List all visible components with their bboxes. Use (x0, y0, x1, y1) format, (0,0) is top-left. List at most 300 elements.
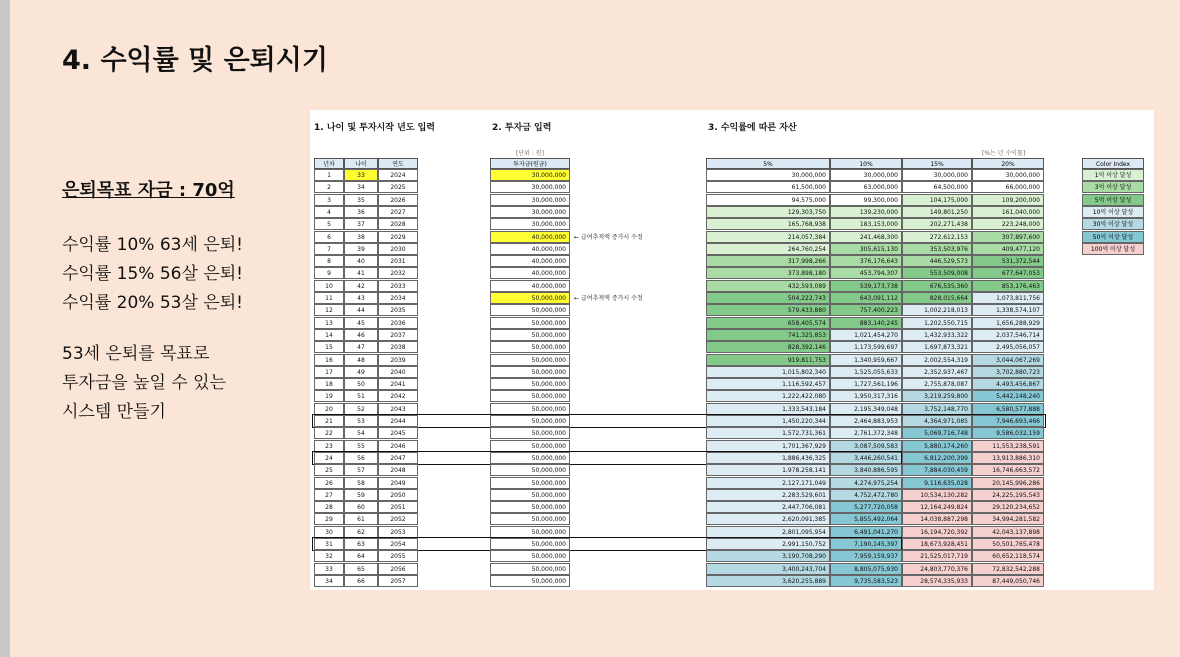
cell-asset-value: 2,801,095,954 (706, 526, 830, 538)
cell-year: 2051 (378, 501, 418, 513)
cell-year: 2044 (378, 415, 418, 427)
cell-age: 35 (344, 194, 378, 206)
cell-year-no: 23 (314, 440, 344, 452)
legend-item: 100억 이상 달성 (1082, 243, 1144, 255)
cell-asset-value: 9,116,635,028 (902, 477, 972, 489)
cell-age: 42 (344, 280, 378, 292)
cell-asset-value: 883,140,245 (830, 317, 902, 329)
cell-age: 57 (344, 464, 378, 476)
cell-asset-value: 264,760,254 (706, 243, 830, 255)
cell-asset-value: 1,333,543,184 (706, 403, 830, 415)
cell-year-no: 8 (314, 255, 344, 267)
cell-invest: 30,000,000 (490, 206, 570, 218)
cell-age: 33 (344, 169, 378, 181)
cell-asset-value: 16,194,720,392 (902, 526, 972, 538)
cell-asset-value: 3,752,148,770 (902, 403, 972, 415)
cell-year: 2034 (378, 292, 418, 304)
cell-year-no: 34 (314, 575, 344, 587)
cell-year: 2050 (378, 489, 418, 501)
cell-asset-value: 741,325,853 (706, 329, 830, 341)
cell-asset-value: 72,832,542,288 (972, 563, 1044, 575)
cell-age: 66 (344, 575, 378, 587)
section-3-title: 3. 수익률에 따른 자산 (708, 123, 797, 133)
cell-asset-value: 64,500,000 (902, 181, 972, 193)
cell-year-no: 1 (314, 169, 344, 181)
cell-year-no: 32 (314, 550, 344, 562)
cell-asset-value: 1,173,599,697 (830, 341, 902, 353)
cell-asset-value: 828,015,664 (902, 292, 972, 304)
cell-asset-value: 1,222,422,080 (706, 390, 830, 402)
cell-year: 2042 (378, 390, 418, 402)
cell-asset-value: 853,176,463 (972, 280, 1044, 292)
cell-age: 64 (344, 550, 378, 562)
cell-asset-value: 5,442,148,240 (972, 390, 1044, 402)
cell-year: 2053 (378, 526, 418, 538)
cell-year-no: 18 (314, 378, 344, 390)
cell-asset-value: 2,002,554,319 (902, 354, 972, 366)
cell-year-no: 30 (314, 526, 344, 538)
cell-invest: 50,000,000 (490, 378, 570, 390)
cell-invest: 50,000,000 (490, 329, 570, 341)
slide-title: 4. 수익률 및 은퇴시기 (62, 45, 328, 76)
cell-asset-value: 1,338,574,107 (972, 304, 1044, 316)
cell-invest: 30,000,000 (490, 169, 570, 181)
cell-year: 2045 (378, 427, 418, 439)
cell-year: 2027 (378, 206, 418, 218)
cell-invest: 50,000,000 (490, 354, 570, 366)
plan-line: 시스템 만들기 (62, 402, 166, 422)
cell-asset-value: 7,946,693,466 (972, 415, 1044, 427)
section-2-title: 2. 투자금 입력 (492, 123, 552, 133)
plan-line: 투자금을 높일 수 있는 (62, 373, 227, 393)
cell-asset-value: 305,615,130 (830, 243, 902, 255)
cell-asset-value: 24,803,770,376 (902, 563, 972, 575)
cell-age: 46 (344, 329, 378, 341)
cell-asset-value: 20,145,996,286 (972, 477, 1044, 489)
cell-asset-value: 1,697,873,321 (902, 341, 972, 353)
legend-item: 1억 이상 달성 (1082, 169, 1144, 181)
cell-year: 2048 (378, 464, 418, 476)
cell-asset-value: 6,580,577,888 (972, 403, 1044, 415)
cell-year: 2029 (378, 231, 418, 243)
cell-invest: 50,000,000 (490, 538, 570, 550)
cell-asset-value: 2,991,150,752 (706, 538, 830, 550)
cell-asset-value: 658,405,574 (706, 317, 830, 329)
cell-asset-value: 1,450,220,344 (706, 415, 830, 427)
cell-asset-value: 60,652,118,574 (972, 550, 1044, 562)
cell-year-no: 7 (314, 243, 344, 255)
cell-asset-value: 6,491,041,270 (830, 526, 902, 538)
cell-age: 40 (344, 255, 378, 267)
cell-asset-value: 2,127,171,049 (706, 477, 830, 489)
cell-asset-value: 6,812,200,399 (902, 452, 972, 464)
cell-asset-value: 11,553,238,591 (972, 440, 1044, 452)
cell-invest: 40,000,000 (490, 255, 570, 267)
cell-year-no: 9 (314, 267, 344, 279)
cell-year: 2035 (378, 304, 418, 316)
cell-asset-value: 317,998,266 (706, 255, 830, 267)
cell-asset-value: 1,886,436,325 (706, 452, 830, 464)
left-accent-bar (0, 0, 10, 657)
cell-asset-value: 1,525,055,633 (830, 366, 902, 378)
cell-asset-value: 3,840,886,595 (830, 464, 902, 476)
legend-title: Color Index (1082, 158, 1144, 169)
cell-year: 2032 (378, 267, 418, 279)
cell-asset-value: 61,500,000 (706, 181, 830, 193)
cell-asset-value: 1,202,550,715 (902, 317, 972, 329)
cell-asset-value: 13,913,886,310 (972, 452, 1044, 464)
legend-item: 30억 이상 달성 (1082, 218, 1144, 230)
cell-asset-value: 1,002,218,013 (902, 304, 972, 316)
legend-item: 5억 이상 달성 (1082, 194, 1144, 206)
cell-asset-value: 373,898,180 (706, 267, 830, 279)
header-year-no: 년차 (314, 158, 344, 169)
cell-age: 55 (344, 440, 378, 452)
unit-note: [단위 : 원] (516, 150, 544, 157)
cell-age: 39 (344, 243, 378, 255)
cell-age: 38 (344, 231, 378, 243)
cell-asset-value: 5,855,492,064 (830, 513, 902, 525)
cell-year-no: 2 (314, 181, 344, 193)
cell-asset-value: 3,190,708,290 (706, 550, 830, 562)
memo-note: ← 급여추적액 증가시 수정 (574, 233, 643, 241)
cell-invest: 50,000,000 (490, 563, 570, 575)
retirement-summary (62, 231, 243, 318)
cell-asset-value: 10,534,130,282 (902, 489, 972, 501)
cell-asset-value: 2,620,091,385 (706, 513, 830, 525)
highlight-row-box (312, 414, 1046, 428)
cell-asset-value: 202,271,438 (902, 218, 972, 230)
cell-age: 48 (344, 354, 378, 366)
cell-year: 2040 (378, 366, 418, 378)
cell-invest: 50,000,000 (490, 440, 570, 452)
cell-year: 2039 (378, 354, 418, 366)
cell-year: 2031 (378, 255, 418, 267)
cell-age: 41 (344, 267, 378, 279)
cell-asset-value: 553,509,008 (902, 267, 972, 279)
cell-asset-value: 66,000,000 (972, 181, 1044, 193)
cell-asset-value: 643,091,112 (830, 292, 902, 304)
cell-year: 2024 (378, 169, 418, 181)
cell-asset-value: 1,432,933,322 (902, 329, 972, 341)
header-rate-5: 5% (706, 158, 830, 169)
cell-asset-value: 1,701,367,929 (706, 440, 830, 452)
cell-asset-value: 12,164,249,824 (902, 501, 972, 513)
cell-year-no: 12 (314, 304, 344, 316)
cell-asset-value: 919,811,753 (706, 354, 830, 366)
cell-asset-value: 2,464,883,953 (830, 415, 902, 427)
cell-asset-value: 42,043,137,898 (972, 526, 1044, 538)
plan-text (62, 340, 226, 427)
retirement-line: 수익률 15% 56살 은퇴! (62, 264, 243, 284)
cell-invest: 50,000,000 (490, 477, 570, 489)
cell-asset-value: 223,248,000 (972, 218, 1044, 230)
cell-asset-value: 2,195,349,048 (830, 403, 902, 415)
cell-invest: 50,000,000 (490, 575, 570, 587)
cell-invest: 30,000,000 (490, 218, 570, 230)
cell-asset-value: 149,801,250 (902, 206, 972, 218)
cell-asset-value: 21,525,017,719 (902, 550, 972, 562)
cell-asset-value: 50,501,765,478 (972, 538, 1044, 550)
cell-year-no: 17 (314, 366, 344, 378)
cell-asset-value: 24,225,195,543 (972, 489, 1044, 501)
cell-age: 62 (344, 526, 378, 538)
cell-invest: 50,000,000 (490, 501, 570, 513)
cell-asset-value: 241,468,300 (830, 231, 902, 243)
cell-invest: 50,000,000 (490, 513, 570, 525)
cell-asset-value: 9,735,583,523 (830, 575, 902, 587)
cell-asset-value: 3,400,243,704 (706, 563, 830, 575)
cell-year-no: 33 (314, 563, 344, 575)
highlight-row-box (312, 451, 902, 465)
cell-asset-value: 94,575,000 (706, 194, 830, 206)
cell-year-no: 13 (314, 317, 344, 329)
cell-year-no: 22 (314, 427, 344, 439)
cell-asset-value: 18,673,928,451 (902, 538, 972, 550)
cell-asset-value: 99,300,000 (830, 194, 902, 206)
cell-year-no: 5 (314, 218, 344, 230)
cell-age: 51 (344, 390, 378, 402)
cell-age: 45 (344, 317, 378, 329)
cell-asset-value: 3,446,260,541 (830, 452, 902, 464)
cell-asset-value: 376,176,643 (830, 255, 902, 267)
cell-year: 2028 (378, 218, 418, 230)
cell-asset-value: 104,175,000 (902, 194, 972, 206)
cell-asset-value: 129,303,750 (706, 206, 830, 218)
cell-asset-value: 5,069,716,748 (902, 427, 972, 439)
header-rate-15: 15% (902, 158, 972, 169)
cell-asset-value: 579,433,880 (706, 304, 830, 316)
legend-item: 10억 이상 달성 (1082, 206, 1144, 218)
cell-asset-value: 30,000,000 (706, 169, 830, 181)
cell-asset-value: 4,364,971,085 (902, 415, 972, 427)
cell-year: 2030 (378, 243, 418, 255)
cell-year-no: 31 (314, 538, 344, 550)
cell-asset-value: 63,000,000 (830, 181, 902, 193)
cell-invest: 50,000,000 (490, 304, 570, 316)
cell-invest: 50,000,000 (490, 317, 570, 329)
cell-asset-value: 3,087,509,583 (830, 440, 902, 452)
cell-asset-value: 2,037,546,714 (972, 329, 1044, 341)
cell-invest: 50,000,000 (490, 403, 570, 415)
cell-asset-value: 504,222,743 (706, 292, 830, 304)
cell-year: 2047 (378, 452, 418, 464)
cell-asset-value: 1,656,288,929 (972, 317, 1044, 329)
cell-asset-value: 30,000,000 (972, 169, 1044, 181)
cell-year-no: 4 (314, 206, 344, 218)
cell-asset-value: 3,620,255,889 (706, 575, 830, 587)
cell-invest: 50,000,000 (490, 489, 570, 501)
cell-asset-value: 3,219,259,800 (902, 390, 972, 402)
cell-asset-value: 5,880,174,260 (902, 440, 972, 452)
cell-year-no: 26 (314, 477, 344, 489)
cell-asset-value: 539,173,738 (830, 280, 902, 292)
cell-asset-value: 214,057,384 (706, 231, 830, 243)
cell-asset-value: 1,021,454,270 (830, 329, 902, 341)
cell-invest: 50,000,000 (490, 341, 570, 353)
cell-asset-value: 161,040,000 (972, 206, 1044, 218)
cell-age: 54 (344, 427, 378, 439)
retirement-line: 수익률 20% 53살 은퇴! (62, 293, 243, 313)
cell-year: 2057 (378, 575, 418, 587)
cell-asset-value: 446,529,573 (902, 255, 972, 267)
cell-asset-value: 409,477,120 (972, 243, 1044, 255)
cell-invest: 50,000,000 (490, 464, 570, 476)
cell-asset-value: 272,612,153 (902, 231, 972, 243)
cell-asset-value: 165,768,938 (706, 218, 830, 230)
cell-asset-value: 14,038,887,298 (902, 513, 972, 525)
cell-age: 53 (344, 415, 378, 427)
cell-asset-value: 531,372,544 (972, 255, 1044, 267)
cell-year-no: 21 (314, 415, 344, 427)
cell-year: 2054 (378, 538, 418, 550)
cell-asset-value: 2,283,529,601 (706, 489, 830, 501)
cell-asset-value: 7,959,159,937 (830, 550, 902, 562)
cell-invest: 50,000,000 (490, 415, 570, 427)
cell-asset-value: 1,950,317,316 (830, 390, 902, 402)
cell-year-no: 24 (314, 452, 344, 464)
cell-year-no: 15 (314, 341, 344, 353)
memo-note: ← 급여추적액 증가시 수정 (574, 295, 643, 302)
cell-invest: 50,000,000 (490, 452, 570, 464)
cell-asset-value: 8,805,075,930 (830, 563, 902, 575)
cell-asset-value: 1,116,592,457 (706, 378, 830, 390)
highlight-row-box (312, 537, 902, 551)
cell-asset-value: 16,746,663,572 (972, 464, 1044, 476)
cell-age: 59 (344, 489, 378, 501)
cell-asset-value: 4,493,456,867 (972, 378, 1044, 390)
cell-invest: 50,000,000 (490, 427, 570, 439)
cell-asset-value: 2,761,372,348 (830, 427, 902, 439)
cell-age: 63 (344, 538, 378, 550)
cell-year-no: 6 (314, 231, 344, 243)
cell-asset-value: 183,153,000 (830, 218, 902, 230)
cell-asset-value: 676,535,360 (902, 280, 972, 292)
cell-year-no: 14 (314, 329, 344, 341)
header-age: 나이 (344, 158, 378, 169)
cell-asset-value: 3,044,067,269 (972, 354, 1044, 366)
cell-asset-value: 1,572,731,361 (706, 427, 830, 439)
cell-asset-value: 2,495,056,057 (972, 341, 1044, 353)
cell-asset-value: 4,752,472,780 (830, 489, 902, 501)
cell-asset-value: 7,884,030,459 (902, 464, 972, 476)
cell-invest: 40,000,000 (490, 280, 570, 292)
cell-age: 60 (344, 501, 378, 513)
header-rate-10: 10% (830, 158, 902, 169)
section-1-title: 1. 나이 및 투자시작 년도 입력 (314, 123, 435, 133)
cell-age: 52 (344, 403, 378, 415)
cell-invest: 40,000,000 (490, 243, 570, 255)
cell-age: 44 (344, 304, 378, 316)
cell-asset-value: 757,400,223 (830, 304, 902, 316)
spreadsheet-image (310, 110, 1154, 590)
cell-invest: 30,000,000 (490, 194, 570, 206)
cell-year-no: 29 (314, 513, 344, 525)
cell-asset-value: 2,755,878,087 (902, 378, 972, 390)
cell-asset-value: 3,702,880,723 (972, 366, 1044, 378)
cell-year: 2041 (378, 378, 418, 390)
cell-invest: 50,000,000 (490, 390, 570, 402)
cell-year: 2038 (378, 341, 418, 353)
legend-item: 50억 이상 달성 (1082, 231, 1144, 243)
cell-age: 36 (344, 206, 378, 218)
cell-age: 61 (344, 513, 378, 525)
cell-year: 2037 (378, 329, 418, 341)
cell-asset-value: 1,340,959,667 (830, 354, 902, 366)
cell-asset-value: 109,200,000 (972, 194, 1044, 206)
cell-year: 2046 (378, 440, 418, 452)
cell-year-no: 25 (314, 464, 344, 476)
cell-asset-value: 677,647,053 (972, 267, 1044, 279)
cell-year: 2055 (378, 550, 418, 562)
cell-asset-value: 1,727,561,196 (830, 378, 902, 390)
cell-asset-value: 34,994,281,582 (972, 513, 1044, 525)
cell-age: 58 (344, 477, 378, 489)
cell-invest: 50,000,000 (490, 526, 570, 538)
cell-age: 47 (344, 341, 378, 353)
cell-year-no: 28 (314, 501, 344, 513)
header-rate-20: 20% (972, 158, 1044, 169)
cell-asset-value: 432,593,089 (706, 280, 830, 292)
cell-asset-value: 307,897,600 (972, 231, 1044, 243)
cell-asset-value: 1,015,802,340 (706, 366, 830, 378)
cell-invest: 40,000,000 (490, 267, 570, 279)
cell-age: 56 (344, 452, 378, 464)
cell-year: 2033 (378, 280, 418, 292)
cell-asset-value: 4,274,975,254 (830, 477, 902, 489)
cell-year: 2052 (378, 513, 418, 525)
cell-asset-value: 828,392,146 (706, 341, 830, 353)
cell-invest: 50,000,000 (490, 550, 570, 562)
cell-year: 2056 (378, 563, 418, 575)
cell-year-no: 11 (314, 292, 344, 304)
cell-asset-value: 87,449,050,746 (972, 575, 1044, 587)
cell-year-no: 19 (314, 390, 344, 402)
cell-year-no: 16 (314, 354, 344, 366)
cell-year-no: 27 (314, 489, 344, 501)
retirement-line: 수익률 10% 63세 은퇴! (62, 235, 243, 255)
cell-asset-value: 2,447,706,081 (706, 501, 830, 513)
cell-asset-value: 5,277,720,058 (830, 501, 902, 513)
cell-asset-value: 30,000,000 (902, 169, 972, 181)
legend-item: 3억 이상 달성 (1082, 181, 1144, 193)
cell-year-no: 10 (314, 280, 344, 292)
header-invest: 투자금(원금) (490, 158, 570, 169)
cell-invest: 40,000,000 (490, 231, 570, 243)
cell-year: 2043 (378, 403, 418, 415)
cell-asset-value: 7,190,145,397 (830, 538, 902, 550)
cell-year-no: 3 (314, 194, 344, 206)
cell-invest: 30,000,000 (490, 181, 570, 193)
cell-age: 49 (344, 366, 378, 378)
cell-age: 65 (344, 563, 378, 575)
cell-asset-value: 139,230,000 (830, 206, 902, 218)
cell-asset-value: 2,352,937,467 (902, 366, 972, 378)
cell-year: 2049 (378, 477, 418, 489)
cell-age: 34 (344, 181, 378, 193)
cell-asset-value: 30,000,000 (830, 169, 902, 181)
cell-asset-value: 453,794,307 (830, 267, 902, 279)
cell-asset-value: 29,120,234,652 (972, 501, 1044, 513)
cell-year: 2036 (378, 317, 418, 329)
cell-invest: 50,000,000 (490, 292, 570, 304)
cell-asset-value: 1,073,811,756 (972, 292, 1044, 304)
cell-asset-value: 9,586,032,159 (972, 427, 1044, 439)
rate-note: [%는 년 수익률] (982, 150, 1026, 157)
cell-age: 43 (344, 292, 378, 304)
cell-asset-value: 353,503,976 (902, 243, 972, 255)
retirement-goal: 은퇴목표 자금 : 70억 (62, 180, 235, 201)
